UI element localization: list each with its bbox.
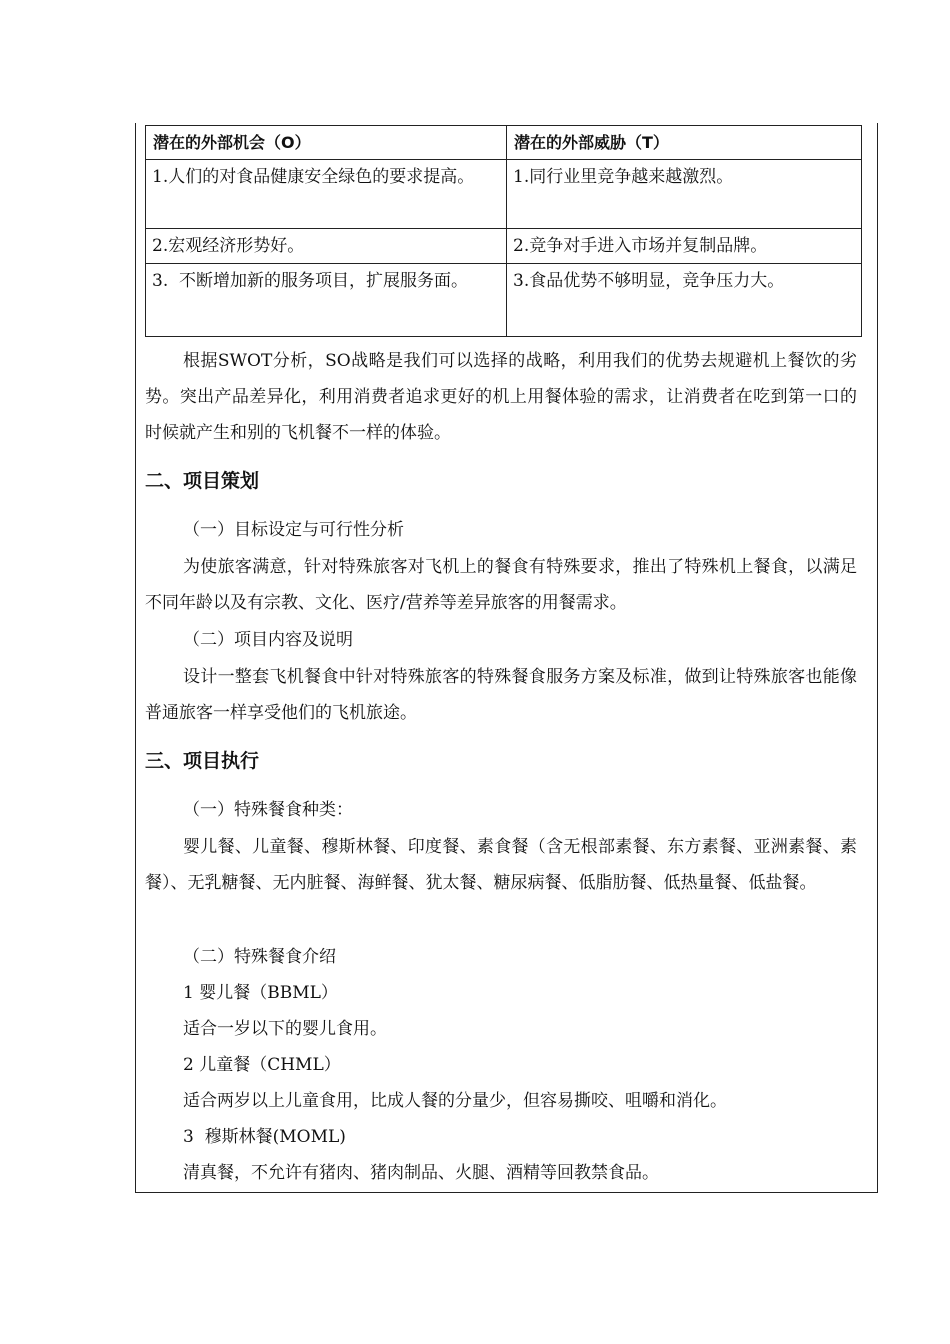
section2-para1-block [145,549,857,621]
section2-heading: 二、项目策划 [145,470,260,492]
swot-summary-paragraph: 根据SWOT分析，SO战略是我们可以选择的战略，利用我们的优势去规避机上餐饮的劣势。突出产品差异化，利用消费者追求更好的机上用餐体验的需求，让消费者在吃到第一口的时候就产生和别的飞机餐不一样的体验。 [145,351,857,443]
opportunity-cell: 3. 不断增加新的服务项目，扩展服务面。 [146,264,507,337]
table-row [146,229,862,264]
meal3-title: 3 穆斯林餐(MOML) [183,1127,346,1147]
threat-cell: 1.同行业里竞争越来越激烈。 [507,160,862,229]
threat-cell: 3.食品优势不够明显，竞争压力大。 [507,264,862,337]
threat-cell: 2.竞争对手进入市场并复制品牌。 [507,229,862,264]
section2-subheading-1: （一）目标设定与可行性分析 [183,520,404,540]
swot-summary-block [145,343,857,451]
table-header-row [146,126,862,160]
table-row [146,264,862,337]
swot-table [145,125,862,337]
meal3-description: 清真餐，不允许有猪肉、猪肉制品、火腿、酒精等回教禁食品。 [183,1163,659,1183]
meal2-title: 2 儿童餐（CHML） [183,1055,341,1075]
section2-paragraph-1: 为使旅客满意，针对特殊旅客对飞机上的餐食有特殊要求，推出了特殊机上餐食，以满足不同年龄以及有宗教、文化、医疗/营养等差异旅客的用餐需求。 [145,557,857,613]
section3-heading: 三、项目执行 [145,750,260,772]
opportunity-cell: 2.宏观经济形势好。 [146,229,507,264]
meal1-title: 1 婴儿餐（BBML） [183,983,338,1003]
section3-subheading-1: （一）特殊餐食种类： [183,800,353,820]
section2-paragraph-2: 设计一整套飞机餐食中针对特殊旅客的特殊餐食服务方案及标准，做到让特殊旅客也能像普通旅客一样享受他们的飞机旅途。 [145,667,857,723]
section2-para2-block [145,659,857,731]
header-opportunities: 潜在的外部机会（O） [146,126,507,160]
meal2-description: 适合两岁以上儿童食用，比成人餐的分量少，但容易撕咬、咀嚼和消化。 [183,1091,727,1111]
opportunity-cell: 1.人们的对食品健康安全绿色的要求提高。 [146,160,507,229]
section3-paragraph-1: 婴儿餐、儿童餐、穆斯林餐、印度餐、素食餐（含无根部素餐、东方素餐、亚洲素餐、素餐）、无乳糖餐、无内脏餐、海鲜餐、犹太餐、糖尿病餐、低脂肪餐、低热量餐、低盐餐。 [145,837,857,893]
table-row [146,160,862,229]
header-threats: 潜在的外部威胁（T） [507,126,862,160]
section3-subheading-2: （二）特殊餐食介绍 [183,947,336,967]
meal1-description: 适合一岁以下的婴儿食用。 [183,1019,387,1039]
section2-subheading-2: （二）项目内容及说明 [183,630,353,650]
section3-para1-block [145,829,857,901]
